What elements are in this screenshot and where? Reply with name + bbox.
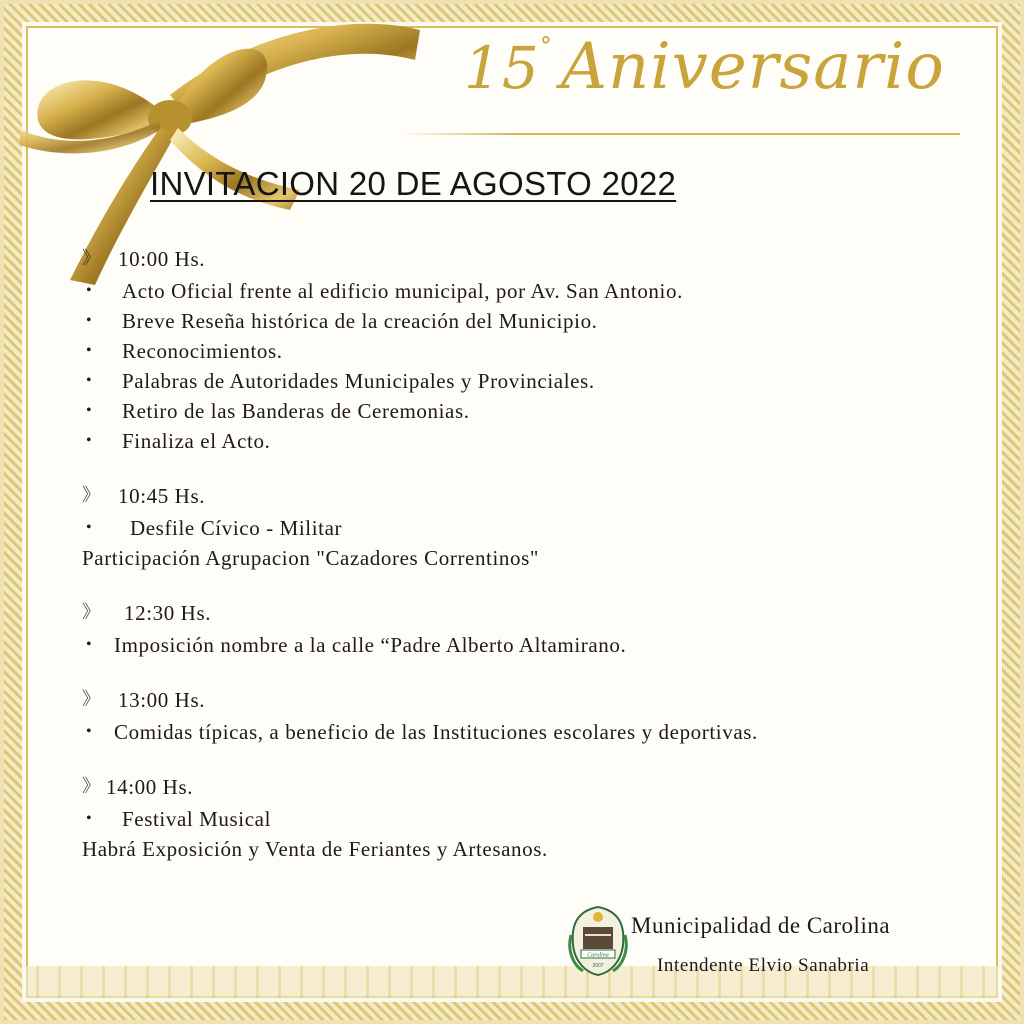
schedule-section xyxy=(82,685,982,747)
time-label: 14:00 Hs. xyxy=(106,775,194,799)
schedule-section xyxy=(82,772,982,864)
schedule-item xyxy=(82,276,982,306)
invitation-heading: INVITACION 20 DE AGOSTO 2022 xyxy=(150,165,677,202)
time-label: 12:30 Hs. xyxy=(124,601,212,625)
bullet-icon: • xyxy=(86,723,93,740)
item-text: Acto Oficial frente al edificio municipal, por Av. San Antonio. xyxy=(122,279,683,303)
item-text: Retiro de las Banderas de Ceremonias. xyxy=(122,399,470,423)
schedule-item xyxy=(82,513,982,543)
schedule-item xyxy=(82,804,982,834)
bullet-icon: • xyxy=(86,519,93,536)
schedule-item xyxy=(82,630,982,660)
crest-text: Carolina xyxy=(587,952,609,959)
chevron-icon: 》 xyxy=(82,248,101,269)
schedule-time xyxy=(82,481,982,511)
bullet-icon: • xyxy=(86,282,93,299)
item-text: Breve Reseña histórica de la creación del Municipio. xyxy=(122,309,598,333)
time-label: 10:00 Hs. xyxy=(118,247,206,271)
schedule-note: Habrá Exposición y Venta de Feriantes y Artesanos. xyxy=(82,837,548,861)
title-number: 15 xyxy=(464,34,540,102)
municipality-crest-icon xyxy=(567,905,629,977)
bullet-icon: • xyxy=(86,402,93,419)
chevron-icon: 》 xyxy=(82,776,101,797)
schedule-time xyxy=(82,685,982,715)
mayor-name: Intendente Elvio Sanabria xyxy=(657,955,870,976)
time-label: 10:45 Hs. xyxy=(118,484,206,508)
schedule-item xyxy=(82,306,982,336)
chevron-icon: 》 xyxy=(82,485,101,506)
bullet-icon: • xyxy=(86,312,93,329)
bullet-icon: • xyxy=(86,636,93,653)
time-label: 13:00 Hs. xyxy=(118,688,206,712)
item-text: Finaliza el Acto. xyxy=(122,429,271,453)
schedule-section xyxy=(82,598,982,660)
title-degree: ° xyxy=(539,32,553,60)
schedule-time xyxy=(82,244,982,274)
crest-year: 2007 xyxy=(592,963,604,969)
schedule-time xyxy=(82,772,982,802)
bullet-icon: • xyxy=(86,372,93,389)
anniversary-title xyxy=(464,30,964,130)
item-text: Festival Musical xyxy=(122,807,272,831)
municipality-name: Municipalidad de Carolina xyxy=(631,913,891,938)
item-text: Imposición nombre a la calle “Padre Alberto Altamirano. xyxy=(114,633,627,657)
item-text: Reconocimientos. xyxy=(122,339,283,363)
schedule-item xyxy=(82,336,982,366)
schedule-note: Participación Agrupacion "Cazadores Correntinos" xyxy=(82,546,540,570)
item-text: Palabras de Autoridades Municipales y Provinciales. xyxy=(122,369,595,393)
schedule xyxy=(82,244,982,889)
bullet-icon: • xyxy=(86,432,93,449)
schedule-section xyxy=(82,481,982,573)
title-word: Aniversario xyxy=(560,30,945,104)
schedule-time xyxy=(82,598,982,628)
schedule-item xyxy=(82,426,982,456)
title-divider xyxy=(400,133,960,135)
chevron-icon: 》 xyxy=(82,602,101,623)
schedule-item xyxy=(82,366,982,396)
item-text: Desfile Cívico - Militar xyxy=(130,516,343,540)
bullet-icon: • xyxy=(86,342,93,359)
chevron-icon: 》 xyxy=(82,689,101,710)
item-text: Comidas típicas, a beneficio de las Instituciones escolares y deportivas. xyxy=(114,720,758,744)
schedule-item xyxy=(82,396,982,426)
bullet-icon: • xyxy=(86,810,93,827)
schedule-section xyxy=(82,244,982,456)
schedule-item xyxy=(82,717,982,747)
